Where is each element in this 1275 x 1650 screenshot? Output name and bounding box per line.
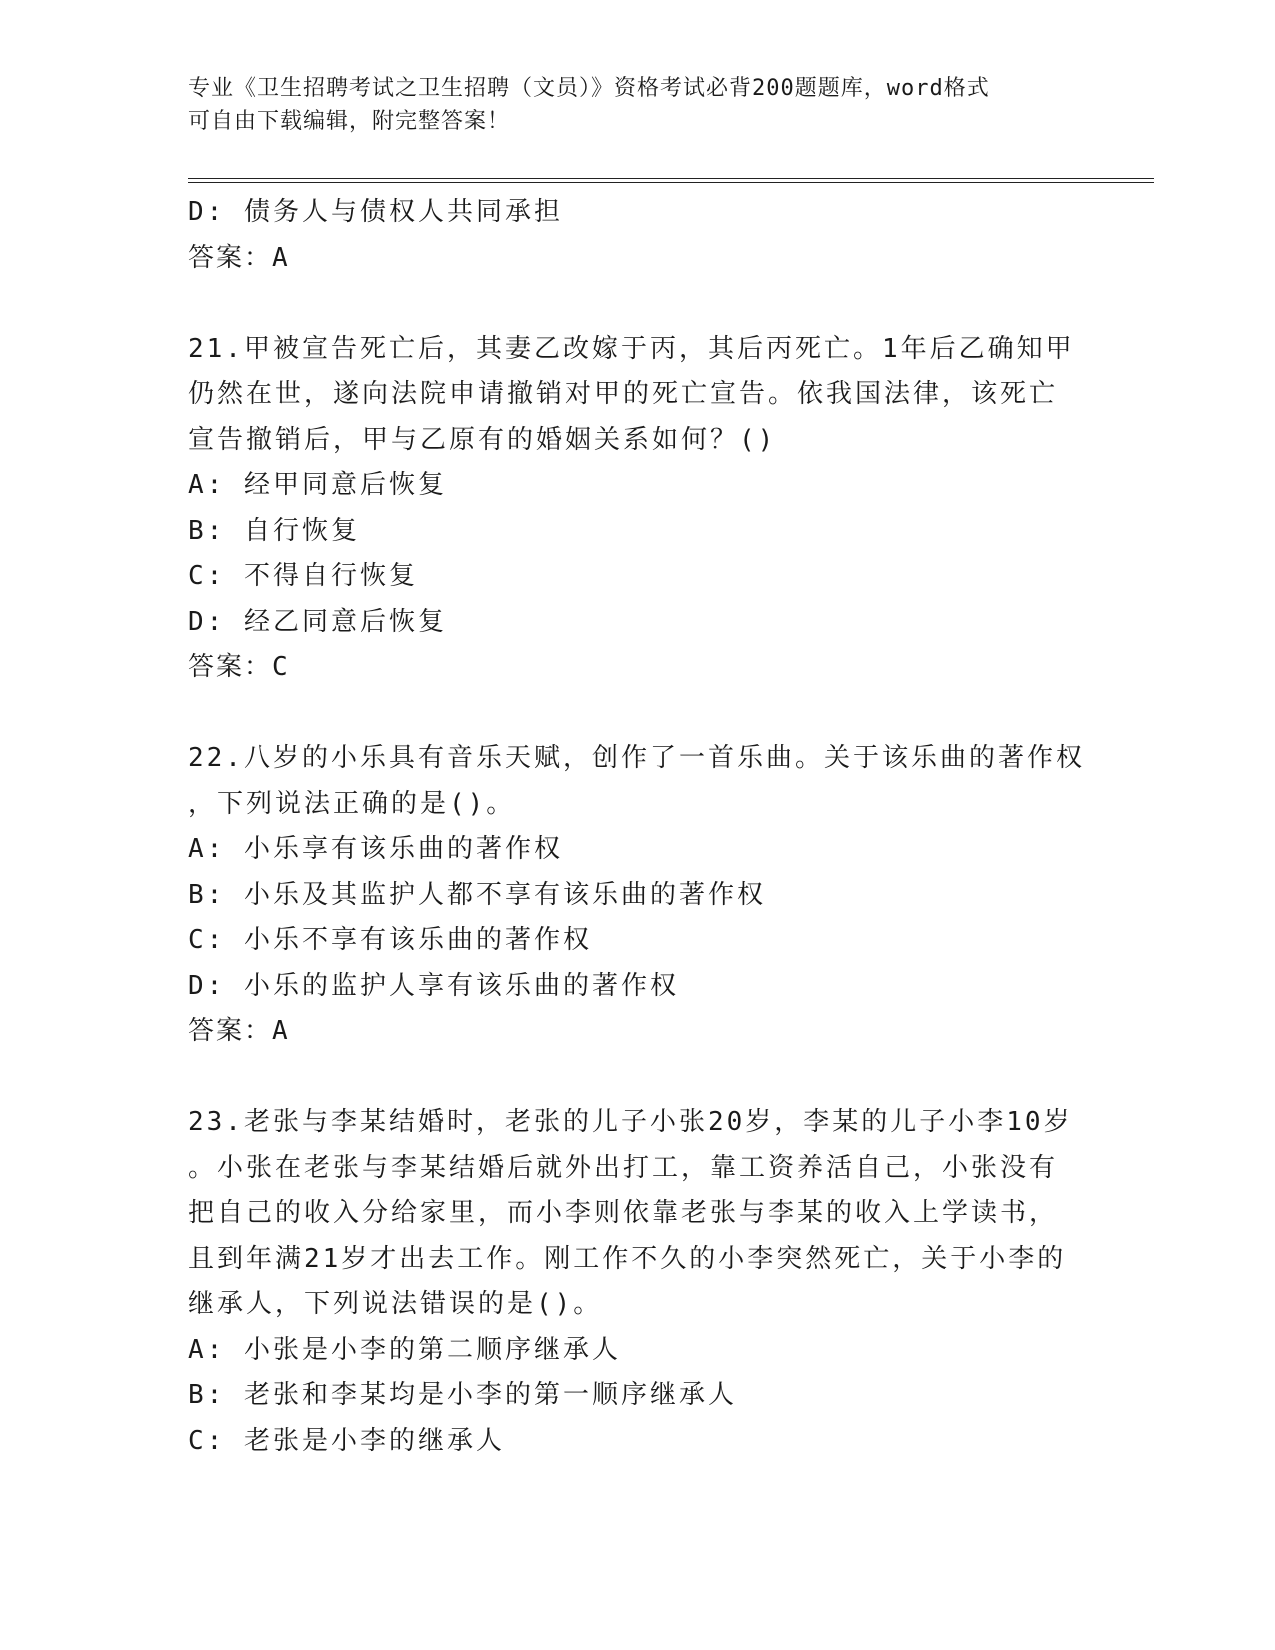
option-c: C: 老张是小李的继承人	[188, 1425, 505, 1456]
question-text-line: 22.八岁的小乐具有音乐天赋，创作了一首乐曲。关于该乐曲的著作权	[188, 743, 1085, 773]
spacer	[188, 281, 1088, 327]
question-list	[188, 190, 1088, 1464]
option-c: C: 不得自行恢复	[188, 561, 418, 591]
option-b: B: 自行恢复	[188, 515, 360, 546]
option-c: C: 小乐不享有该乐曲的著作权	[188, 925, 592, 955]
option-a: A: 小乐享有该乐曲的著作权	[188, 834, 563, 864]
option-d: D: 经乙同意后恢复	[188, 606, 447, 637]
question-23	[188, 1100, 1088, 1464]
question-text-line: ，下列说法正确的是()。	[188, 788, 516, 819]
answer-line: 答案：A	[188, 1016, 290, 1046]
answer-line: 答案：C	[188, 652, 290, 682]
question-text-line: 仍然在世，遂向法院申请撤销对甲的死亡宣告。依我国法律，该死亡	[188, 379, 1059, 409]
option-a: A: 小张是小李的第二顺序继承人	[188, 1334, 621, 1365]
header-divider	[188, 178, 1154, 183]
question-text-line: 把自己的收入分给家里，而小李则依靠老张与李某的收入上学读书，	[188, 1198, 1059, 1228]
header-title-line-2: 可自由下载编辑，附完整答案！	[188, 109, 511, 134]
question-text-line: 21.甲被宣告死亡后，其妻乙改嫁于丙，其后丙死亡。1年后乙确知甲	[188, 333, 1075, 364]
question-22	[188, 736, 1088, 1055]
option-b: B: 老张和李某均是小李的第一顺序继承人	[188, 1380, 737, 1410]
header-title-line-1: 专业《卫生招聘考试之卫生招聘（文员）》资格考试必背200题题库，word格式	[188, 76, 990, 101]
option-d: D: 小乐的监护人享有该乐曲的著作权	[188, 970, 679, 1001]
option-a: A: 经甲同意后恢复	[188, 470, 447, 500]
question-text-line: 且到年满21岁才出去工作。刚工作不久的小李突然死亡，关于小李的	[188, 1243, 1067, 1274]
question-text-line: 23.老张与李某结婚时，老张的儿子小张20岁，李某的儿子小李10岁	[188, 1107, 1073, 1137]
question-text-line: 宣告撤销后，甲与乙原有的婚姻关系如何？()	[188, 424, 777, 455]
document-header	[188, 72, 1088, 138]
answer-line: 答案：A	[188, 242, 290, 273]
option-b: B: 小乐及其监护人都不享有该乐曲的著作权	[188, 879, 766, 910]
question-text-line: 。小张在老张与李某结婚后就外出打工，靠工资养活自己，小张没有	[188, 1152, 1059, 1183]
question-text-line: 继承人，下列说法错误的是()。	[188, 1289, 603, 1319]
spacer	[188, 691, 1088, 737]
question-21	[188, 327, 1088, 691]
option-d: D: 债务人与债权人共同承担	[188, 197, 563, 227]
spacer	[188, 1055, 1088, 1101]
